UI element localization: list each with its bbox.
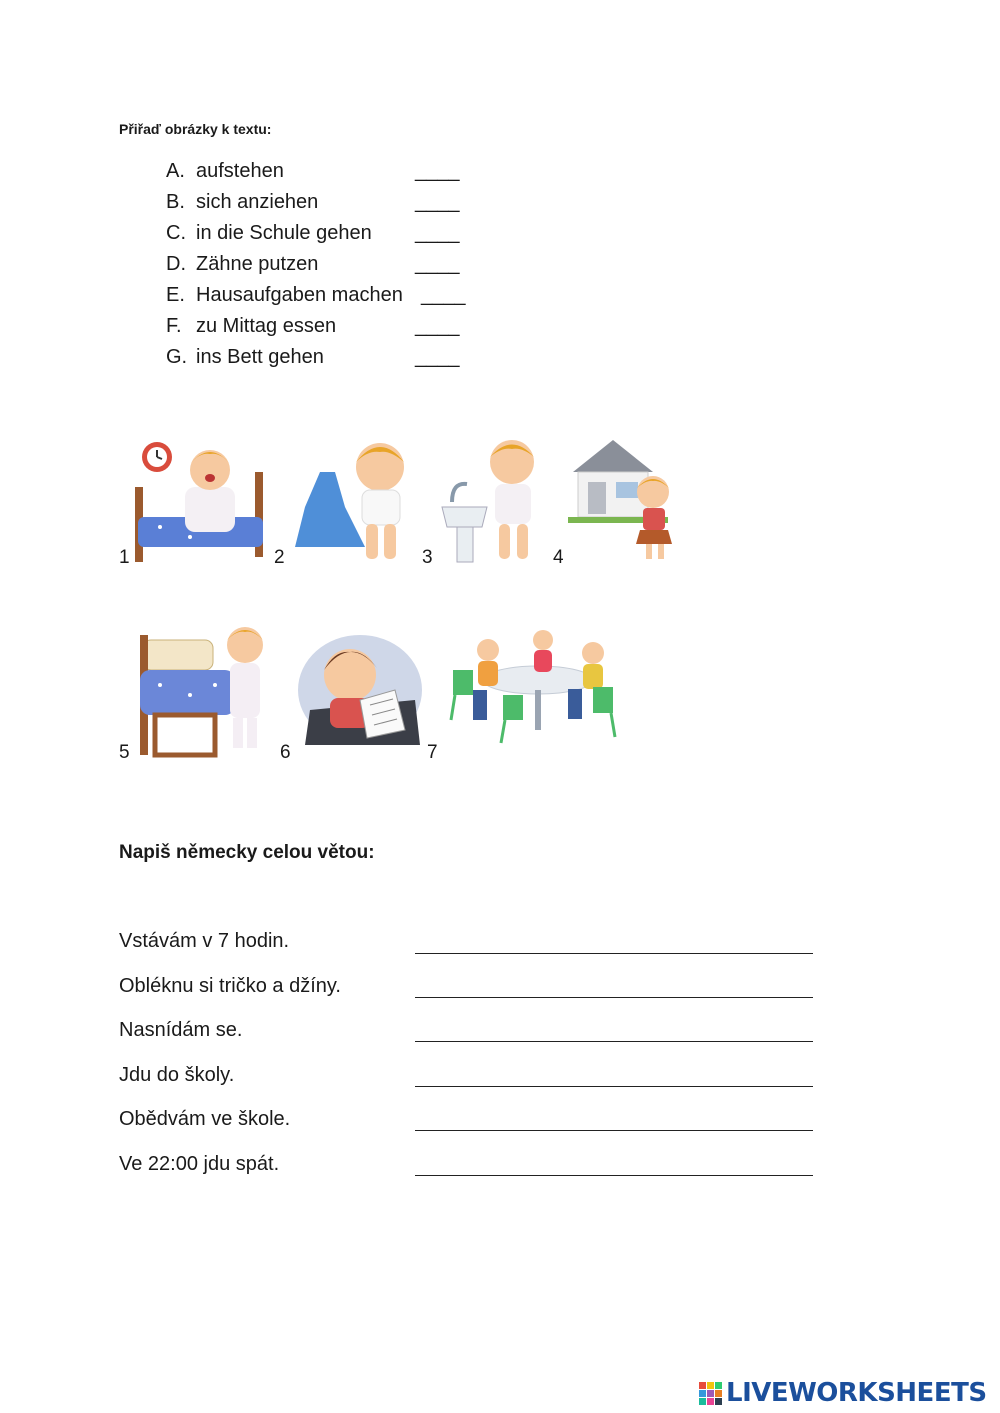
picture-number: 2 [274, 547, 285, 568]
answer-line-1[interactable] [415, 953, 813, 954]
waking-up-picture [130, 432, 270, 567]
sentence-5: Obědvám ve škole. [119, 1108, 291, 1130]
answer-blank-a[interactable]: ____ [415, 160, 460, 182]
item-text: Zähne putzen [196, 253, 319, 275]
item-text: ins Bett gehen [196, 346, 324, 368]
homework-picture [295, 620, 425, 750]
answer-line-4[interactable] [415, 1086, 813, 1087]
picture-number: 7 [427, 742, 438, 763]
liveworksheets-logo [699, 1378, 987, 1408]
going-to-bed-picture [135, 615, 275, 760]
sentence-2: Obléknu si tričko a džíny. [119, 975, 341, 997]
answer-blank-f[interactable]: ____ [415, 315, 460, 337]
match-item-b [166, 188, 318, 216]
picture-number: 3 [422, 547, 433, 568]
answer-line-6[interactable] [415, 1175, 813, 1176]
answer-line-5[interactable] [415, 1130, 813, 1131]
sentence-6: Ve 22:00 jdu spát. [119, 1153, 280, 1175]
logo-text: LIVEWORKSHEETS [726, 1378, 987, 1408]
answer-blank-b[interactable]: ____ [415, 191, 460, 213]
sentence-3: Nasnídám se. [119, 1019, 243, 1041]
answer-line-2[interactable] [415, 997, 813, 998]
item-letter: A. [166, 160, 185, 182]
match-item-c [166, 219, 372, 247]
lunch-picture [443, 625, 623, 755]
picture-number: 6 [280, 742, 291, 763]
match-item-a [166, 157, 284, 185]
item-letter: G. [166, 346, 188, 368]
picture-number: 5 [119, 742, 130, 763]
getting-dressed-picture [290, 432, 420, 567]
answer-blank-e[interactable]: ____ [421, 284, 466, 306]
match-item-d [166, 250, 318, 278]
sentence-1: Vstávám v 7 hodin. [119, 930, 290, 952]
answer-line-3[interactable] [415, 1041, 813, 1042]
item-letter: F. [166, 315, 182, 337]
item-text: Hausaufgaben machen [196, 284, 403, 306]
item-letter: D. [166, 253, 186, 275]
going-to-school-picture [568, 432, 693, 567]
item-text: zu Mittag essen [196, 315, 337, 337]
item-text: aufstehen [196, 160, 284, 182]
logo-cubes-icon [699, 1382, 722, 1405]
answer-blank-g[interactable]: ____ [415, 346, 460, 368]
item-letter: C. [166, 222, 186, 244]
match-item-f [166, 312, 336, 340]
brushing-teeth-picture [437, 432, 557, 567]
exercise-1-instruction: Přiřaď obrázky k textu: [119, 121, 272, 137]
exercise-2-instruction: Napiš německy celou větou: [119, 842, 375, 863]
picture-number: 4 [553, 547, 564, 568]
item-text: in die Schule gehen [196, 222, 372, 244]
answer-blank-d[interactable]: ____ [415, 253, 460, 275]
picture-number: 1 [119, 547, 130, 568]
match-item-e [166, 281, 403, 309]
item-text: sich anziehen [196, 191, 319, 213]
match-item-g [166, 343, 324, 371]
item-letter: B. [166, 191, 185, 213]
answer-blank-c[interactable]: ____ [415, 222, 460, 244]
item-letter: E. [166, 284, 185, 306]
sentence-4: Jdu do školy. [119, 1064, 235, 1086]
